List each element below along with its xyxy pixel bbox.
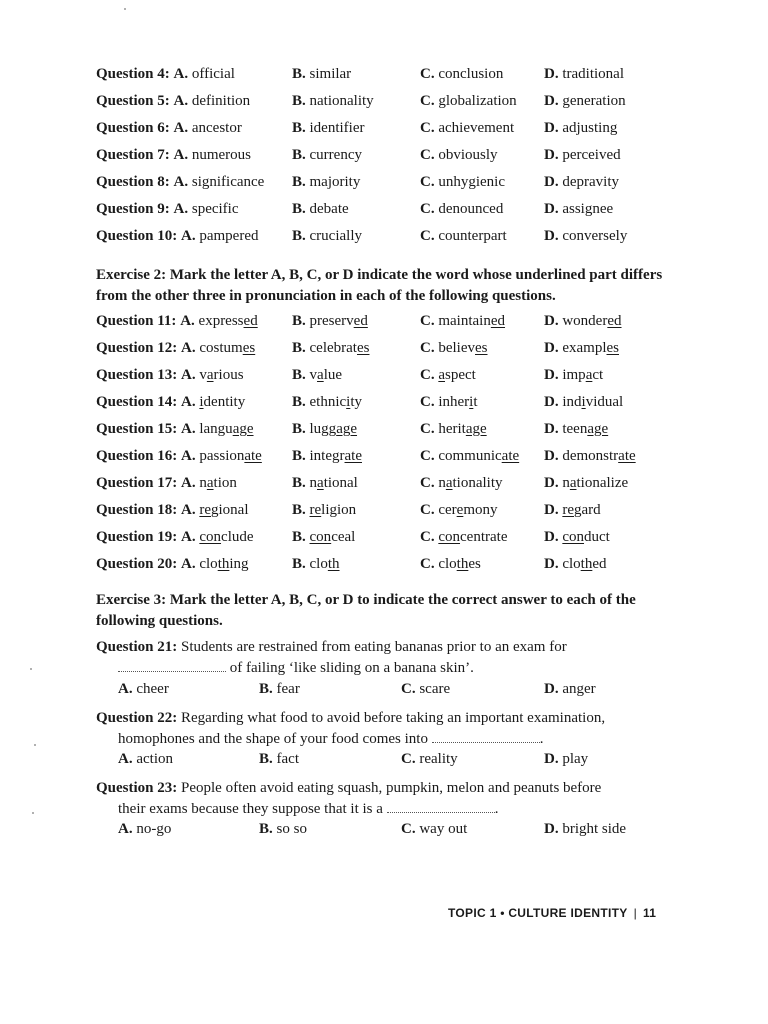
option-c: achievement bbox=[438, 120, 515, 136]
underlined-part: a bbox=[317, 475, 324, 491]
scan-speck bbox=[30, 668, 32, 670]
option-b: similar bbox=[309, 66, 352, 82]
option-word: value bbox=[309, 367, 343, 383]
option-c: obviously bbox=[438, 147, 498, 163]
underlined-part: ate bbox=[344, 448, 362, 464]
underlined-part: con bbox=[199, 529, 222, 545]
option-c: C. maintained bbox=[420, 313, 506, 329]
option-word: nation bbox=[199, 475, 237, 491]
underlined-part: ed bbox=[490, 313, 506, 329]
option-word: ceremony bbox=[438, 502, 498, 518]
question-row bbox=[96, 502, 716, 526]
option-d: D. examples bbox=[544, 340, 619, 356]
question-label: Question 10: bbox=[96, 228, 178, 244]
option-d: generation bbox=[562, 93, 626, 109]
question-label: Question 16: bbox=[96, 448, 178, 464]
option-b: identifier bbox=[309, 120, 365, 136]
underlined-part: a bbox=[445, 475, 453, 491]
option-b: majority bbox=[309, 174, 361, 190]
question-text: Students are restrained from eating bananas prior to an exam for bbox=[181, 639, 567, 655]
question-row: Question 8: A. significance B. majority C. unhygienic D. depravity bbox=[96, 174, 619, 190]
option-c: globalization bbox=[438, 93, 517, 109]
option-a: Question 17: A. nation bbox=[96, 475, 237, 491]
option-a[interactable]: A. cheer bbox=[118, 681, 169, 697]
option-b: currency bbox=[309, 147, 362, 163]
option-word: clothes bbox=[438, 556, 481, 572]
option-b[interactable]: B. so so bbox=[259, 821, 307, 837]
underlined-part: th bbox=[217, 556, 230, 572]
question-text: Regarding what food to avoid before taking an important examination, bbox=[181, 710, 606, 726]
question-label: Question 11: bbox=[96, 313, 177, 329]
option-a: Question 15: A. language bbox=[96, 421, 254, 437]
option-d: D. impact bbox=[544, 367, 604, 383]
option-a: ancestor bbox=[191, 120, 242, 136]
option-b: B. integrate bbox=[292, 448, 362, 464]
question-label: Question 20: bbox=[96, 556, 178, 572]
question-label: Question 21: bbox=[96, 639, 178, 655]
underlined-part: age bbox=[336, 421, 358, 437]
option-b: nationality bbox=[309, 93, 374, 109]
option-b: B. celebrates bbox=[292, 340, 370, 356]
option-word: celebrates bbox=[309, 340, 370, 356]
option-word: nationality bbox=[438, 475, 503, 491]
option-word: demonstrate bbox=[562, 448, 636, 464]
option-word: luggage bbox=[309, 421, 358, 437]
option-d: D. teenage bbox=[544, 421, 609, 437]
page-footer bbox=[448, 906, 656, 920]
question-row bbox=[96, 448, 716, 472]
underlined-part: i bbox=[199, 394, 204, 410]
option-a: Question 19: A. conclude bbox=[96, 529, 254, 545]
option-word: nationalize bbox=[562, 475, 629, 491]
question-row bbox=[96, 421, 716, 445]
question-label: Question 9: bbox=[96, 201, 170, 217]
option-word: believes bbox=[438, 340, 488, 356]
underlined-part: a bbox=[317, 367, 324, 383]
option-d: D. individual bbox=[544, 394, 624, 410]
question-21 bbox=[96, 637, 656, 679]
option-c[interactable]: C. way out bbox=[401, 821, 468, 837]
option-b: B. conceal bbox=[292, 529, 356, 545]
question-row bbox=[96, 340, 716, 364]
option-c: C. communicate bbox=[420, 448, 520, 464]
option-a: Question 13: A. various bbox=[96, 367, 244, 383]
option-word: impact bbox=[562, 367, 604, 383]
exercise-2-heading: Exercise 2: Mark the letter A, B, C, or D indicate the word whose underlined part differs from the other three in pronunciation in each of the following questions. bbox=[96, 267, 663, 304]
scan-speck bbox=[124, 8, 126, 10]
option-word: regional bbox=[199, 502, 249, 518]
option-c: C. believes bbox=[420, 340, 488, 356]
option-d: D. demonstrate bbox=[544, 448, 636, 464]
underlined-part: a bbox=[569, 475, 577, 491]
option-d: D. wondered bbox=[544, 313, 622, 329]
underlined-part: a bbox=[206, 475, 214, 491]
underlined-part: ed bbox=[353, 313, 368, 329]
option-word: cloth bbox=[309, 556, 340, 572]
option-word: preserved bbox=[309, 313, 368, 329]
option-word: conduct bbox=[562, 529, 610, 545]
underlined-part: re bbox=[309, 502, 322, 518]
option-word: integrate bbox=[309, 448, 362, 464]
underlined-part: ate bbox=[501, 448, 520, 464]
option-d: traditional bbox=[562, 66, 624, 82]
option-a: specific bbox=[191, 201, 239, 217]
option-d: D. regard bbox=[544, 502, 601, 518]
underlined-part: con bbox=[438, 529, 461, 545]
footer-separator: | bbox=[633, 906, 637, 920]
option-b: debate bbox=[309, 201, 349, 217]
question-row bbox=[96, 556, 716, 580]
option-c: C. nationality bbox=[420, 475, 503, 491]
option-c: denounced bbox=[438, 201, 504, 217]
option-word: national bbox=[309, 475, 358, 491]
option-b: B. religion bbox=[292, 502, 357, 518]
underlined-part: es bbox=[242, 340, 256, 356]
option-c: C. concentrate bbox=[420, 529, 508, 545]
scan-speck bbox=[32, 812, 34, 814]
option-word: costumes bbox=[199, 340, 256, 356]
option-word: heritage bbox=[438, 421, 487, 437]
option-d: D. conduct bbox=[544, 529, 610, 545]
option-word: language bbox=[199, 421, 254, 437]
question-text-cont: homophones and the shape of your food comes into bbox=[118, 731, 428, 747]
question-row bbox=[96, 394, 716, 418]
option-word: religion bbox=[309, 502, 357, 518]
question-label: Question 15: bbox=[96, 421, 178, 437]
option-d: conversely bbox=[562, 228, 628, 244]
option-c[interactable]: C. reality bbox=[401, 751, 458, 767]
question-row bbox=[96, 475, 716, 499]
option-word: clothed bbox=[562, 556, 607, 572]
underlined-part: i bbox=[469, 394, 474, 410]
question-row: Question 9: A. specific B. debate C. denounced D. assignee bbox=[96, 201, 614, 217]
question-label: Question 8: bbox=[96, 174, 170, 190]
underlined-part: i bbox=[581, 394, 586, 410]
underlined-part: age bbox=[587, 421, 609, 437]
option-b[interactable]: B. fact bbox=[259, 751, 299, 767]
option-word: concentrate bbox=[438, 529, 508, 545]
option-word: conclude bbox=[199, 529, 254, 545]
question-row: Question 5: A. definition B. nationality C. globalization D. generation bbox=[96, 93, 626, 109]
question-label: Question 23: bbox=[96, 780, 178, 796]
option-word: communicate bbox=[438, 448, 520, 464]
underlined-part: ate bbox=[618, 448, 636, 464]
option-word: examples bbox=[562, 340, 619, 356]
option-word: maintained bbox=[438, 313, 506, 329]
option-b: B. preserved bbox=[292, 313, 368, 329]
answer-options bbox=[118, 681, 678, 703]
answer-blank[interactable] bbox=[432, 730, 540, 743]
option-b: B. ethnicity bbox=[292, 394, 363, 410]
underlined-part: re bbox=[562, 502, 574, 518]
option-a: numerous bbox=[191, 147, 252, 163]
option-c: conclusion bbox=[438, 66, 504, 82]
underlined-part: a bbox=[438, 367, 446, 383]
option-c: C. ceremony bbox=[420, 502, 498, 518]
option-a: Question 11: A. expressed bbox=[96, 313, 258, 329]
option-d: assignee bbox=[562, 201, 614, 217]
option-word: regard bbox=[562, 502, 601, 518]
option-word: identity bbox=[199, 394, 246, 410]
question-label: Question 6: bbox=[96, 120, 170, 136]
question-label: Question 18: bbox=[96, 502, 178, 518]
option-d[interactable]: D. play bbox=[544, 751, 589, 767]
underlined-part: e bbox=[456, 502, 464, 518]
option-a[interactable]: A. action bbox=[118, 751, 173, 767]
question-label: Question 22: bbox=[96, 710, 178, 726]
underlined-part: re bbox=[199, 502, 212, 518]
underlined-part: ed bbox=[607, 313, 622, 329]
underlined-part: th bbox=[456, 556, 469, 572]
exercise-3-heading: Exercise 3: Mark the letter A, B, C, or D to indicate the correct answer to each of the following questions. bbox=[96, 592, 636, 629]
option-c: counterpart bbox=[438, 228, 507, 244]
scan-speck bbox=[34, 744, 36, 746]
question-label: Question 14: bbox=[96, 394, 178, 410]
answer-options bbox=[118, 751, 678, 773]
underlined-part: age bbox=[465, 421, 487, 437]
question-label: Question 5: bbox=[96, 93, 170, 109]
underlined-part: ed bbox=[243, 313, 258, 329]
question-row bbox=[96, 313, 716, 337]
option-d: D. clothed bbox=[544, 556, 607, 572]
question-row: Question 10: A. pampered B. crucially C. counterpart D. conversely bbox=[96, 228, 628, 244]
underlined-part: a bbox=[585, 367, 593, 383]
option-d: depravity bbox=[562, 174, 619, 190]
option-word: clothing bbox=[199, 556, 249, 572]
option-word: passionate bbox=[199, 448, 262, 464]
option-word: various bbox=[199, 367, 244, 383]
option-word: aspect bbox=[438, 367, 476, 383]
underlined-part: a bbox=[206, 367, 214, 383]
option-word: conceal bbox=[309, 529, 356, 545]
option-d: adjusting bbox=[562, 120, 618, 136]
option-a: definition bbox=[191, 93, 251, 109]
question-row bbox=[96, 529, 716, 553]
option-c: unhygienic bbox=[438, 174, 505, 190]
underlined-part: age bbox=[232, 421, 254, 437]
question-row: Question 7: A. numerous B. currency C. obviously D. perceived bbox=[96, 147, 621, 163]
option-d[interactable]: D. anger bbox=[544, 681, 596, 697]
question-label: Question 7: bbox=[96, 147, 170, 163]
option-c: C. inherit bbox=[420, 394, 478, 410]
option-c: C. aspect bbox=[420, 367, 476, 383]
footer-topic: TOPIC 1 • CULTURE IDENTITY bbox=[448, 906, 628, 920]
question-row: Question 6: A. ancestor B. identifier C. achievement D. adjusting bbox=[96, 120, 618, 136]
option-word: ethnicity bbox=[309, 394, 363, 410]
answer-options bbox=[118, 821, 678, 843]
option-b: B. value bbox=[292, 367, 343, 383]
underlined-part: es bbox=[356, 340, 370, 356]
option-a: Question 16: A. passionate bbox=[96, 448, 262, 464]
option-d: D. nationalize bbox=[544, 475, 629, 491]
option-a: Question 18: A. regional bbox=[96, 502, 249, 518]
option-word: teenage bbox=[562, 421, 609, 437]
option-a: pampered bbox=[199, 228, 259, 244]
underlined-part: th bbox=[327, 556, 340, 572]
option-d[interactable]: D. bright side bbox=[544, 821, 627, 837]
option-a[interactable]: A. no-go bbox=[118, 821, 172, 837]
underlined-part: i bbox=[346, 394, 351, 410]
underlined-part: es bbox=[475, 340, 488, 356]
answer-blank[interactable] bbox=[118, 659, 226, 672]
question-text-cont: their exams because they suppose that it is a bbox=[118, 801, 383, 817]
underlined-part: con bbox=[309, 529, 332, 545]
option-d: perceived bbox=[562, 147, 621, 163]
option-word: inherit bbox=[438, 394, 478, 410]
question-row: Question 4: A. official B. similar C. conclusion D. traditional bbox=[96, 66, 624, 82]
underlined-part: es bbox=[606, 340, 619, 356]
option-c: C. heritage bbox=[420, 421, 487, 437]
question-text: People often avoid eating squash, pumpkin, melon and peanuts before bbox=[181, 780, 602, 796]
question-22: Question 22: Regarding what food to avoid before taking an important examination, homophones and the shape of your food comes into . bbox=[96, 710, 606, 747]
underlined-part: ate bbox=[244, 448, 262, 464]
question-text-cont: of failing ‘like sliding on a banana skin’. bbox=[229, 660, 474, 676]
option-word: wondered bbox=[562, 313, 622, 329]
underlined-part: con bbox=[562, 529, 585, 545]
question-label: Question 13: bbox=[96, 367, 178, 383]
option-b: B. national bbox=[292, 475, 358, 491]
option-word: individual bbox=[562, 394, 624, 410]
option-a: Question 20: A. clothing bbox=[96, 556, 249, 572]
option-a: significance bbox=[191, 174, 265, 190]
option-a: Question 14: A. identity bbox=[96, 394, 246, 410]
page-number: 11 bbox=[643, 906, 657, 920]
option-c: C. clothes bbox=[420, 556, 481, 572]
underlined-part: th bbox=[580, 556, 593, 572]
answer-blank[interactable] bbox=[387, 800, 495, 813]
question-label: Question 19: bbox=[96, 529, 178, 545]
option-word: expressed bbox=[198, 313, 258, 329]
option-a: Question 12: A. costumes bbox=[96, 340, 256, 356]
question-label: Question 4: bbox=[96, 66, 170, 82]
option-b: B. luggage bbox=[292, 421, 358, 437]
option-b[interactable]: B. fear bbox=[259, 681, 300, 697]
option-a: official bbox=[191, 66, 235, 82]
option-b: crucially bbox=[309, 228, 362, 244]
option-b: B. cloth bbox=[292, 556, 340, 572]
option-c[interactable]: C. scare bbox=[401, 681, 451, 697]
question-row bbox=[96, 367, 716, 391]
question-label: Question 12: bbox=[96, 340, 178, 356]
question-23: Question 23: People often avoid eating squash, pumpkin, melon and peanuts before their exams because they suppose that it is a . bbox=[96, 780, 602, 817]
question-label: Question 17: bbox=[96, 475, 178, 491]
